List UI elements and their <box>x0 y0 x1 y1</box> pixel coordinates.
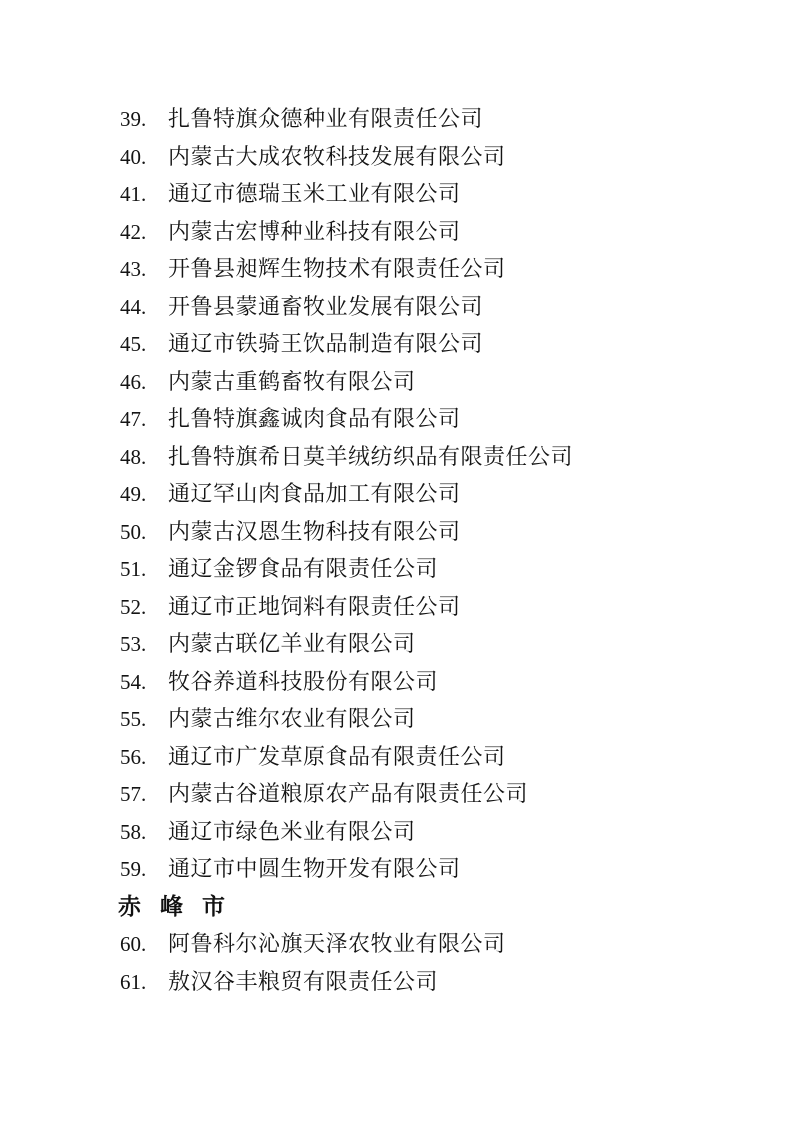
item-number: 49. <box>120 482 147 506</box>
list-item <box>120 213 733 251</box>
company-name: 通辽罕山肉食品加工有限公司 <box>168 481 461 506</box>
item-number: 46. <box>120 369 147 394</box>
item-number: 52. <box>120 594 147 619</box>
company-name: 通辽市中圆生物开发有限公司 <box>168 856 461 881</box>
item-number: 42. <box>120 219 147 244</box>
list-item <box>120 288 733 326</box>
list-item <box>120 138 733 176</box>
item-number: 56. <box>120 744 147 769</box>
list-item <box>120 775 733 813</box>
company-name: 开鲁县蒙通畜牧业发展有限公司 <box>168 293 484 319</box>
company-name: 扎鲁特旗鑫诚肉食品有限公司 <box>168 406 461 431</box>
item-number: 57. <box>120 782 147 806</box>
list-item <box>120 588 733 626</box>
company-name: 内蒙古重鹤畜牧有限公司 <box>168 368 416 394</box>
company-name: 扎鲁特旗众德种业有限责任公司 <box>168 106 484 131</box>
list-item <box>120 438 733 476</box>
item-number: 51. <box>120 557 147 581</box>
list-item <box>120 175 733 213</box>
item-number: 43. <box>120 257 147 281</box>
list-item <box>120 363 733 401</box>
item-number: 44. <box>120 294 147 319</box>
item-number: 59. <box>120 857 147 881</box>
company-name: 内蒙古汉恩生物科技有限公司 <box>168 518 461 544</box>
company-name: 内蒙古谷道粮原农产品有限责任公司 <box>168 781 529 806</box>
company-name: 内蒙古联亿羊业有限公司 <box>168 631 416 656</box>
section-heading-city <box>118 888 733 926</box>
item-number: 40. <box>120 144 147 169</box>
list-item <box>120 513 733 551</box>
item-number: 45. <box>120 332 147 356</box>
list-item <box>120 813 733 851</box>
item-number: 48. <box>120 444 147 469</box>
company-name: 开鲁县昶辉生物技术有限责任公司 <box>168 256 506 281</box>
item-number: 50. <box>120 519 147 544</box>
company-name: 阿鲁科尔沁旗天泽农牧业有限公司 <box>168 931 506 956</box>
list-item <box>120 100 733 138</box>
list-item <box>120 738 733 776</box>
company-name: 内蒙古宏博种业科技有限公司 <box>168 218 461 244</box>
item-number: 53. <box>120 632 147 656</box>
company-name: 内蒙古维尔农业有限公司 <box>168 706 416 731</box>
company-name: 通辽市德瑞玉米工业有限公司 <box>168 181 461 206</box>
list-item <box>120 250 733 288</box>
item-number: 60. <box>120 932 147 956</box>
company-name: 牧谷养道科技股份有限公司 <box>168 668 439 694</box>
list-item <box>120 963 733 1001</box>
list-item <box>120 625 733 663</box>
list-item <box>120 700 733 738</box>
list-item <box>120 850 733 888</box>
company-name: 通辽市铁骑王饮品制造有限公司 <box>168 331 484 356</box>
company-name: 通辽市正地饲料有限责任公司 <box>168 593 461 619</box>
list-item <box>120 475 733 513</box>
list-item <box>120 925 733 963</box>
item-number: 39. <box>120 107 147 131</box>
company-list <box>120 100 733 1000</box>
list-item <box>120 325 733 363</box>
company-name: 敖汉谷丰粮贸有限责任公司 <box>168 968 439 994</box>
item-number: 58. <box>120 819 147 844</box>
list-item <box>120 663 733 701</box>
item-number: 41. <box>120 182 147 206</box>
company-name: 扎鲁特旗希日莫羊绒纺织品有限责任公司 <box>168 443 574 469</box>
list-item <box>120 550 733 588</box>
section-heading-label: 赤峰市 <box>118 892 244 919</box>
company-name: 内蒙古大成农牧科技发展有限公司 <box>168 143 506 169</box>
company-name: 通辽金锣食品有限责任公司 <box>168 556 439 581</box>
company-name: 通辽市广发草原食品有限责任公司 <box>168 743 506 769</box>
company-name: 通辽市绿色米业有限公司 <box>168 818 416 844</box>
list-item <box>120 400 733 438</box>
item-number: 47. <box>120 407 147 431</box>
item-number: 54. <box>120 669 147 694</box>
item-number: 55. <box>120 707 147 731</box>
item-number: 61. <box>120 969 147 994</box>
